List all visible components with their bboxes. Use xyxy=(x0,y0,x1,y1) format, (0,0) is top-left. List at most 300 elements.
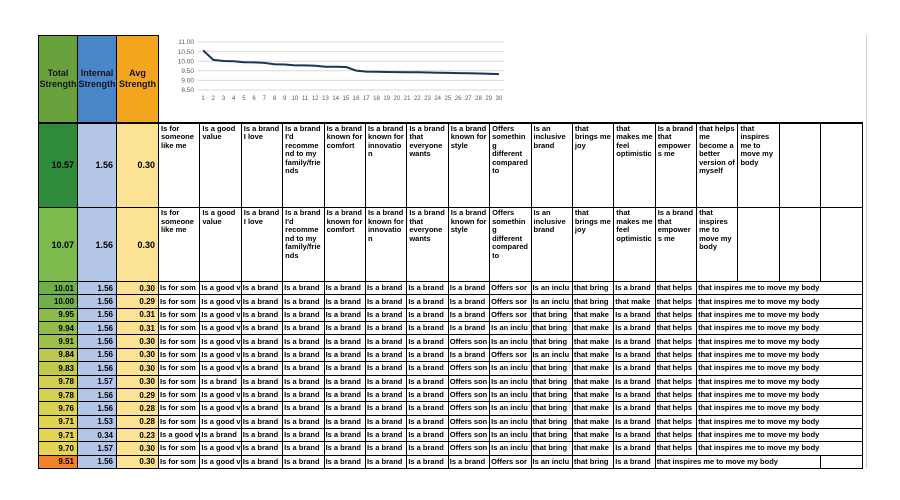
attribute-cell[interactable]: Is a brand xyxy=(241,402,282,415)
attribute-cell[interactable]: Offers son xyxy=(448,415,489,428)
total-strength-cell[interactable]: 10.07 xyxy=(39,208,78,282)
attribute-cell[interactable]: Is a brand xyxy=(448,348,489,361)
attribute-cell[interactable]: Is a brand xyxy=(407,375,448,388)
attribute-cell[interactable]: Is a good v xyxy=(200,362,241,375)
avg-strength-cell[interactable]: 0.23 xyxy=(117,428,159,441)
attribute-cell[interactable]: that bring xyxy=(531,442,572,455)
attribute-cell[interactable]: Is for som xyxy=(159,348,200,361)
small-row xyxy=(39,282,863,295)
attribute-cell[interactable]: Is a brand xyxy=(283,282,324,295)
attribute-cell[interactable]: that bring xyxy=(531,428,572,441)
attribute-cell[interactable]: Is a good v xyxy=(200,322,241,335)
attribute-cell[interactable]: Is a brand xyxy=(365,348,406,361)
attribute-cell[interactable]: Is a brand xyxy=(283,375,324,388)
attribute-cell[interactable]: Is a brand xyxy=(365,402,406,415)
total-strength-cell[interactable]: 9.51 xyxy=(39,455,78,468)
attribute-cell[interactable]: Offers sor xyxy=(490,308,531,321)
internal-strength-cell[interactable]: 1.56 xyxy=(78,348,117,361)
attribute-cell[interactable]: Is a brand xyxy=(365,335,406,348)
internal-strength-cell[interactable]: 1.57 xyxy=(78,375,117,388)
attribute-cell[interactable]: that make xyxy=(572,428,613,441)
attribute-cell[interactable]: Is a brand xyxy=(241,348,282,361)
total-strength-cell[interactable]: 9.76 xyxy=(39,402,78,415)
attribute-cell[interactable]: Is a brand xyxy=(324,442,365,455)
sheet-gridline xyxy=(866,35,867,468)
attribute-cell[interactable]: that helps xyxy=(655,442,696,455)
avg-strength-cell[interactable]: 0.28 xyxy=(117,415,159,428)
internal-strength-cell[interactable]: 1.56 xyxy=(78,282,117,295)
attribute-cell[interactable]: Is a brand that empowers me xyxy=(655,208,696,282)
y-tick-label: 9.50 xyxy=(181,68,194,75)
attribute-cell[interactable]: that helps xyxy=(655,362,696,375)
attribute-cell[interactable]: Is a brand xyxy=(283,322,324,335)
attribute-cell[interactable]: Is a brand xyxy=(614,362,655,375)
attribute-cell[interactable]: that makes me feel optimistic xyxy=(614,208,655,282)
attribute-cell-overflow[interactable]: that inspires me to move my body xyxy=(697,362,863,375)
avg-strength-cell[interactable]: 0.28 xyxy=(117,402,159,415)
attribute-cell[interactable]: Is for som xyxy=(159,455,200,468)
attribute-cell[interactable]: Offers sor xyxy=(490,348,531,361)
attribute-cell[interactable]: Is an inclu xyxy=(531,348,572,361)
attribute-cell[interactable]: that helps xyxy=(655,282,696,295)
attribute-cell[interactable]: that make xyxy=(572,388,613,401)
avg-strength-cell[interactable]: 0.30 xyxy=(117,375,159,388)
attribute-cell[interactable]: Is for som xyxy=(159,442,200,455)
attribute-cell[interactable]: Is a brand xyxy=(614,348,655,361)
attribute-cell[interactable]: Is a brand xyxy=(241,295,282,308)
attribute-cell[interactable]: Is an inclu xyxy=(490,428,531,441)
attribute-cell-overflow[interactable]: that inspires me to move my body xyxy=(697,295,863,308)
attribute-cell[interactable]: Is for som xyxy=(159,335,200,348)
attribute-cell[interactable]: Is an inclusive brand xyxy=(531,208,572,282)
attribute-cell[interactable]: Is a brand I'd recommend to my family/friends xyxy=(283,123,324,208)
attribute-cell[interactable]: Is a brand xyxy=(283,388,324,401)
total-strength-cell[interactable]: 9.94 xyxy=(39,322,78,335)
attribute-cell[interactable]: that helps xyxy=(655,322,696,335)
attribute-cell[interactable]: Is a brand xyxy=(200,375,241,388)
attribute-cell[interactable]: Is a good v xyxy=(200,295,241,308)
attribute-cell[interactable]: Is an inclu xyxy=(531,455,572,468)
attribute-cell[interactable]: Is a brand xyxy=(283,295,324,308)
attribute-cell[interactable]: Is a brand xyxy=(407,388,448,401)
attribute-cell[interactable]: Offers son xyxy=(448,442,489,455)
empty-cell[interactable] xyxy=(821,208,863,282)
attribute-cell[interactable]: Is a brand xyxy=(241,455,282,468)
attribute-cell[interactable]: Offers something different compared to xyxy=(490,123,531,208)
attribute-cell[interactable]: Is an inclu xyxy=(490,442,531,455)
internal-strength-cell[interactable]: 0.34 xyxy=(78,428,117,441)
attribute-cell[interactable]: Is a brand I love xyxy=(241,123,282,208)
attribute-cell[interactable]: Is a brand xyxy=(407,402,448,415)
attribute-cell-overflow[interactable]: that inspires me to move my body xyxy=(697,415,863,428)
attribute-cell[interactable]: Offers son xyxy=(448,402,489,415)
attribute-cell[interactable]: Is a brand xyxy=(283,428,324,441)
attribute-cell[interactable]: Is an inclu xyxy=(490,362,531,375)
attribute-cell[interactable]: Is a brand xyxy=(241,388,282,401)
y-tick-label: 10.00 xyxy=(177,58,194,66)
attribute-cell[interactable]: Is a brand known for innovation xyxy=(365,123,406,208)
internal-strength-cell[interactable]: 1.57 xyxy=(78,442,117,455)
attribute-cell[interactable]: Is a brand xyxy=(365,282,406,295)
attribute-cell[interactable]: Is a brand xyxy=(283,442,324,455)
avg-strength-cell[interactable]: 0.31 xyxy=(117,308,159,321)
attribute-cell[interactable]: that bring xyxy=(531,388,572,401)
empty-cell[interactable] xyxy=(821,123,863,208)
avg-strength-cell[interactable]: 0.30 xyxy=(117,442,159,455)
attribute-cell[interactable]: Is a brand xyxy=(365,375,406,388)
internal-strength-cell[interactable]: 1.53 xyxy=(78,415,117,428)
attribute-cell[interactable]: Is a brand known for innovation xyxy=(365,208,406,282)
attribute-cell[interactable]: Is a brand xyxy=(407,442,448,455)
attribute-cell[interactable]: Is a brand xyxy=(365,295,406,308)
attribute-cell[interactable]: that make xyxy=(572,348,613,361)
attribute-cell[interactable]: Is a brand xyxy=(407,295,448,308)
attribute-cell[interactable]: Is a brand xyxy=(324,375,365,388)
attribute-cell[interactable]: Is a brand xyxy=(324,388,365,401)
x-tick-label: 22 xyxy=(413,96,421,102)
attribute-cell[interactable]: Is a good v xyxy=(200,455,241,468)
attribute-cell[interactable]: Is a brand xyxy=(324,308,365,321)
attribute-cell[interactable]: Is a brand xyxy=(407,415,448,428)
attribute-cell[interactable]: Is a brand known for comfort xyxy=(324,123,365,208)
small-row xyxy=(39,322,863,335)
attribute-cell[interactable]: Is a brand xyxy=(614,455,655,468)
attribute-cell[interactable]: Is for som xyxy=(159,402,200,415)
attribute-cell[interactable]: Is an inclu xyxy=(490,322,531,335)
attribute-cell[interactable]: Is a brand xyxy=(241,335,282,348)
big-row xyxy=(39,208,863,282)
attribute-cell[interactable]: Offers sor xyxy=(490,282,531,295)
small-row xyxy=(39,442,863,455)
attribute-cell[interactable]: Is a good v xyxy=(200,348,241,361)
attribute-cell[interactable]: Is a good v xyxy=(200,402,241,415)
attribute-cell[interactable]: that bring xyxy=(531,415,572,428)
attribute-cell[interactable]: that inspires me to move my body xyxy=(738,123,779,208)
internal-strength-cell[interactable]: 1.56 xyxy=(78,208,117,282)
attribute-cell[interactable]: that bring xyxy=(531,362,572,375)
attribute-cell[interactable]: Is a brand xyxy=(448,455,489,468)
attribute-cell[interactable]: Is a good v xyxy=(159,428,200,441)
avg-strength-cell[interactable]: 0.30 xyxy=(117,362,159,375)
attribute-cell[interactable]: Is an inclu xyxy=(490,375,531,388)
attribute-cell[interactable]: Is a brand xyxy=(614,428,655,441)
header-internal-strength[interactable]: Internal Strength xyxy=(78,36,117,123)
small-row xyxy=(39,335,863,348)
attribute-cell[interactable]: that bring xyxy=(531,322,572,335)
avg-strength-cell[interactable]: 0.30 xyxy=(117,123,159,208)
attribute-cell-overflow[interactable]: that inspires me to move my body xyxy=(697,442,863,455)
attribute-cell[interactable]: Offers son xyxy=(448,375,489,388)
attribute-cell[interactable]: that bring xyxy=(531,375,572,388)
attribute-cell[interactable]: Is a good v xyxy=(200,335,241,348)
attribute-cell[interactable]: Is a brand xyxy=(283,335,324,348)
attribute-cell[interactable]: Is a brand xyxy=(324,455,365,468)
attribute-cell[interactable]: that make xyxy=(614,295,655,308)
attribute-cell[interactable]: Is a brand xyxy=(324,322,365,335)
attribute-cell[interactable]: Is a brand xyxy=(324,415,365,428)
attribute-cell[interactable]: Is a brand xyxy=(365,322,406,335)
attribute-cell[interactable]: Is for som xyxy=(159,388,200,401)
attribute-cell[interactable]: that make xyxy=(572,308,613,321)
attribute-cell[interactable]: Is a good value xyxy=(200,123,241,208)
attribute-cell[interactable]: that helps xyxy=(655,415,696,428)
total-strength-cell[interactable]: 9.83 xyxy=(39,362,78,375)
attribute-cell[interactable]: Is a brand xyxy=(365,362,406,375)
attribute-cell[interactable]: Offers something different compared to xyxy=(490,208,531,282)
internal-strength-cell[interactable]: 1.56 xyxy=(78,388,117,401)
attribute-cell[interactable]: Is a brand xyxy=(365,428,406,441)
attribute-cell[interactable]: Is a brand xyxy=(448,295,489,308)
total-strength-cell[interactable]: 9.71 xyxy=(39,415,78,428)
attribute-cell[interactable]: Is a brand xyxy=(365,308,406,321)
attribute-cell[interactable]: Is a brand xyxy=(614,375,655,388)
total-strength-cell[interactable]: 10.01 xyxy=(39,282,78,295)
attribute-cell[interactable]: that make xyxy=(572,362,613,375)
attribute-cell[interactable]: Is a brand xyxy=(241,282,282,295)
attribute-cell[interactable]: Offers son xyxy=(448,362,489,375)
total-strength-cell[interactable]: 9.84 xyxy=(39,348,78,361)
avg-strength-cell[interactable]: 0.30 xyxy=(117,208,159,282)
attribute-cell-overflow[interactable]: that inspires me to move my body xyxy=(697,388,863,401)
attribute-cell[interactable]: Offers sor xyxy=(490,295,531,308)
internal-strength-cell[interactable]: 1.56 xyxy=(78,335,117,348)
attribute-cell[interactable]: Is a brand xyxy=(614,442,655,455)
attribute-cell[interactable]: that helps xyxy=(655,388,696,401)
attribute-cell[interactable]: Is for someone like me xyxy=(159,123,200,208)
avg-strength-cell[interactable]: 0.31 xyxy=(117,322,159,335)
attribute-cell[interactable]: Is an inclu xyxy=(490,335,531,348)
attribute-cell[interactable]: Is a brand xyxy=(407,282,448,295)
attribute-cell[interactable]: that make xyxy=(572,442,613,455)
attribute-cell[interactable]: Is a brand xyxy=(407,335,448,348)
attribute-cell[interactable]: Is a brand xyxy=(283,362,324,375)
attribute-cell[interactable]: Is for som xyxy=(159,308,200,321)
attribute-cell[interactable]: Is a brand xyxy=(407,455,448,468)
total-strength-cell[interactable]: 9.78 xyxy=(39,375,78,388)
attribute-cell[interactable]: that make xyxy=(572,335,613,348)
attribute-cell[interactable]: that brings me joy xyxy=(572,208,613,282)
attribute-cell-overflow[interactable]: that inspires me to move my body xyxy=(697,335,863,348)
internal-strength-cell[interactable]: 1.56 xyxy=(78,123,117,208)
total-strength-cell[interactable]: 10.00 xyxy=(39,295,78,308)
attribute-cell[interactable]: Is a good v xyxy=(200,308,241,321)
attribute-cell[interactable]: Is a brand xyxy=(324,348,365,361)
attribute-cell[interactable]: Is a good v xyxy=(200,415,241,428)
empty-cell[interactable] xyxy=(821,455,863,468)
attribute-cell[interactable]: that helps xyxy=(655,308,696,321)
attribute-cell[interactable]: Is a brand I love xyxy=(241,208,282,282)
attribute-cell[interactable]: Is for som xyxy=(159,322,200,335)
attribute-cell[interactable]: that makes me feel optimistic xyxy=(614,123,655,208)
attribute-cell[interactable]: that helps xyxy=(655,428,696,441)
attribute-cell[interactable]: Is a brand xyxy=(365,442,406,455)
internal-strength-cell[interactable]: 1.56 xyxy=(78,362,117,375)
total-strength-cell[interactable]: 9.71 xyxy=(39,428,78,441)
attribute-cell[interactable]: Is a brand xyxy=(324,402,365,415)
attribute-cell[interactable]: Is a brand known for style xyxy=(448,208,489,282)
attribute-cell[interactable]: Is for som xyxy=(159,375,200,388)
empty-cell[interactable] xyxy=(738,208,779,282)
attribute-cell[interactable]: Is a brand xyxy=(241,362,282,375)
attribute-cell[interactable]: Offers son xyxy=(448,428,489,441)
attribute-cell[interactable]: Is a brand xyxy=(241,428,282,441)
attribute-cell[interactable]: that make xyxy=(572,375,613,388)
attribute-cell[interactable]: that helps xyxy=(655,295,696,308)
attribute-cell[interactable]: Is an inclu xyxy=(490,415,531,428)
attribute-cell[interactable]: Is for som xyxy=(159,362,200,375)
attribute-cell[interactable]: that make xyxy=(572,322,613,335)
attribute-cell[interactable]: Is a brand xyxy=(283,348,324,361)
attribute-cell[interactable]: Is a brand xyxy=(407,308,448,321)
attribute-cell-overflow[interactable]: that inspires me to move my body xyxy=(697,428,863,441)
attribute-cell[interactable]: Is a brand known for style xyxy=(448,123,489,208)
attribute-cell[interactable]: Is a brand xyxy=(448,322,489,335)
attribute-cell[interactable]: Is a brand xyxy=(407,322,448,335)
attribute-cell[interactable]: Is a brand xyxy=(241,415,282,428)
attribute-cell[interactable]: that helps me become a better version of myself xyxy=(697,123,738,208)
attribute-cell-overflow[interactable]: that inspires me to move my body xyxy=(697,348,863,361)
attribute-cell[interactable]: Is a brand xyxy=(365,415,406,428)
attribute-cell[interactable]: Is a brand xyxy=(407,362,448,375)
attribute-cell[interactable]: Is a brand I'd recommend to my family/friends xyxy=(283,208,324,282)
attribute-cell[interactable]: that helps xyxy=(655,335,696,348)
attribute-cell[interactable]: Is a brand known for comfort xyxy=(324,208,365,282)
attribute-cell[interactable]: Is an inclu xyxy=(531,282,572,295)
attribute-cell[interactable]: Is a brand xyxy=(324,295,365,308)
attribute-cell[interactable]: Is a brand xyxy=(241,442,282,455)
x-tick-label: 21 xyxy=(403,96,411,102)
attribute-cell[interactable]: Is a brand xyxy=(241,375,282,388)
attribute-cell[interactable]: Is a brand xyxy=(614,335,655,348)
avg-strength-cell[interactable]: 0.30 xyxy=(117,282,159,295)
attribute-cell-overflow[interactable]: that inspires me to move my body xyxy=(697,375,863,388)
empty-cell[interactable] xyxy=(779,123,820,208)
attribute-cell[interactable]: Is a brand xyxy=(283,455,324,468)
x-tick-label: 14 xyxy=(332,96,340,102)
attribute-cell[interactable]: Is a brand xyxy=(241,322,282,335)
attribute-cell[interactable]: Is a brand xyxy=(200,428,241,441)
attribute-cell[interactable]: that helps xyxy=(655,348,696,361)
attribute-cell[interactable]: Is an inclu xyxy=(490,402,531,415)
avg-strength-cell[interactable]: 0.30 xyxy=(117,455,159,468)
attribute-cell[interactable]: Is a brand xyxy=(614,308,655,321)
attribute-cell[interactable]: that inspires me to move my body xyxy=(697,208,738,282)
attribute-cell[interactable]: that helps xyxy=(655,402,696,415)
attribute-cell[interactable]: Is a brand xyxy=(365,388,406,401)
attribute-cell[interactable]: Is a brand xyxy=(283,308,324,321)
attribute-cell[interactable]: Is for som xyxy=(159,415,200,428)
attribute-cell[interactable]: Is a brand xyxy=(324,428,365,441)
attribute-cell[interactable]: Is an inclu xyxy=(490,388,531,401)
attribute-cell[interactable]: that bring xyxy=(531,308,572,321)
total-strength-cell[interactable]: 9.91 xyxy=(39,335,78,348)
attribute-cell[interactable]: Is a good value xyxy=(200,208,241,282)
attribute-cell[interactable]: Is a brand xyxy=(448,282,489,295)
header-avg-strength[interactable]: Avg Strength xyxy=(117,36,159,123)
attribute-cell[interactable]: that bring xyxy=(531,402,572,415)
total-strength-cell[interactable]: 9.70 xyxy=(39,442,78,455)
empty-cell[interactable] xyxy=(779,208,820,282)
attribute-cell-overflow[interactable]: that inspires me to move my body xyxy=(697,308,863,321)
attribute-cell[interactable]: Is a brand xyxy=(324,362,365,375)
attribute-cell[interactable]: Is a good v xyxy=(200,388,241,401)
total-strength-cell[interactable]: 10.57 xyxy=(39,123,78,208)
attribute-cell[interactable]: Is a brand xyxy=(614,282,655,295)
attribute-cell-overflow[interactable]: that inspires me to move my body xyxy=(655,455,821,468)
internal-strength-cell[interactable]: 1.56 xyxy=(78,402,117,415)
strength-line-chart[interactable] xyxy=(163,31,508,109)
avg-strength-cell[interactable]: 0.29 xyxy=(117,295,159,308)
attribute-cell[interactable]: Offers sor xyxy=(490,455,531,468)
attribute-cell[interactable]: Offers son xyxy=(448,335,489,348)
attribute-cell[interactable]: Is a brand that empowers me xyxy=(655,123,696,208)
attribute-cell[interactable]: Is for som xyxy=(159,295,200,308)
attribute-cell[interactable]: that make xyxy=(572,415,613,428)
attribute-cell[interactable]: that helps xyxy=(655,375,696,388)
attribute-cell[interactable]: that bring xyxy=(572,455,613,468)
attribute-cell[interactable]: Is a brand that everyone wants xyxy=(407,123,448,208)
x-tick-label: 6 xyxy=(252,96,256,102)
attribute-cell[interactable]: Is a brand xyxy=(614,388,655,401)
attribute-cell[interactable]: that bring xyxy=(572,282,613,295)
header-total-strength[interactable]: Total Strength xyxy=(39,36,78,123)
internal-strength-cell[interactable]: 1.56 xyxy=(78,455,117,468)
attribute-cell[interactable]: Is a brand that everyone wants xyxy=(407,208,448,282)
attribute-cell-overflow[interactable]: that inspires me to move my body xyxy=(697,282,863,295)
y-tick-label: 8.50 xyxy=(181,87,194,95)
attribute-cell[interactable]: Is a brand xyxy=(448,308,489,321)
avg-strength-cell[interactable]: 0.29 xyxy=(117,388,159,401)
attribute-cell[interactable]: Is an inclusive brand xyxy=(531,123,572,208)
attribute-cell[interactable]: Is for som xyxy=(159,282,200,295)
attribute-cell[interactable]: that bring xyxy=(572,295,613,308)
avg-strength-cell[interactable]: 0.30 xyxy=(117,348,159,361)
attribute-cell[interactable]: Offers son xyxy=(448,388,489,401)
x-tick-label: 19 xyxy=(383,96,391,102)
attribute-cell[interactable]: Is a brand xyxy=(324,282,365,295)
attribute-cell[interactable]: Is a brand xyxy=(365,455,406,468)
internal-strength-cell[interactable]: 1.56 xyxy=(78,322,117,335)
attribute-cell[interactable]: Is a brand xyxy=(283,402,324,415)
attribute-cell-overflow[interactable]: that inspires me to move my body xyxy=(697,322,863,335)
attribute-cell[interactable]: Is a brand xyxy=(324,335,365,348)
attribute-cell[interactable]: Is a brand xyxy=(241,308,282,321)
x-tick-label: 5 xyxy=(242,96,246,102)
internal-strength-cell[interactable]: 1.56 xyxy=(78,295,117,308)
total-strength-cell[interactable]: 9.78 xyxy=(39,388,78,401)
attribute-cell[interactable]: that brings me joy xyxy=(572,123,613,208)
avg-strength-cell[interactable]: 0.30 xyxy=(117,335,159,348)
attribute-cell[interactable]: Is a good v xyxy=(200,442,241,455)
attribute-cell-overflow[interactable]: that inspires me to move my body xyxy=(697,402,863,415)
small-row xyxy=(39,415,863,428)
attribute-cell[interactable]: Is a brand xyxy=(407,348,448,361)
attribute-cell[interactable]: Is for someone like me xyxy=(159,208,200,282)
attribute-cell[interactable]: Is a good v xyxy=(200,282,241,295)
attribute-cell[interactable]: Is a brand xyxy=(283,415,324,428)
attribute-cell[interactable]: Is a brand xyxy=(407,428,448,441)
attribute-cell[interactable]: Is a brand xyxy=(614,415,655,428)
attribute-cell[interactable]: that make xyxy=(572,402,613,415)
attribute-cell[interactable]: that bring xyxy=(531,335,572,348)
total-strength-cell[interactable]: 9.95 xyxy=(39,308,78,321)
attribute-cell[interactable]: Is a brand xyxy=(614,322,655,335)
x-tick-label: 8 xyxy=(272,96,277,102)
attribute-cell[interactable]: Is an inclu xyxy=(531,295,572,308)
attribute-cell[interactable]: Is a brand xyxy=(614,402,655,415)
internal-strength-cell[interactable]: 1.56 xyxy=(78,308,117,321)
small-row xyxy=(39,348,863,361)
